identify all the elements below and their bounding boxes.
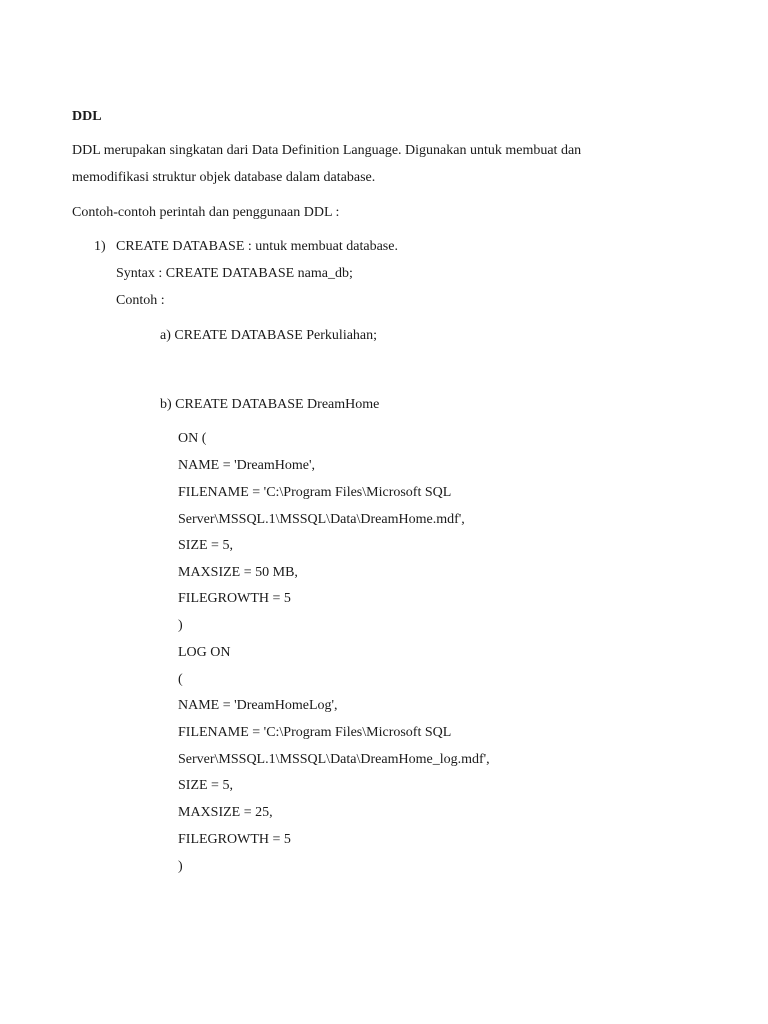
example-a: a) CREATE DATABASE Perkuliahan; xyxy=(160,328,378,343)
code-line: FILEGROWTH = 5 xyxy=(178,832,291,847)
section-heading: DDL xyxy=(72,109,102,124)
code-line: Server\MSSQL.1\MSSQL\Data\DreamHome_log.mdf', xyxy=(178,752,490,767)
example-b: b) CREATE DATABASE DreamHome xyxy=(160,397,380,412)
code-line: SIZE = 5, xyxy=(178,778,233,793)
intro-line-2: memodifikasi struktur objek database dalam database. xyxy=(72,170,376,185)
code-line: MAXSIZE = 25, xyxy=(178,805,273,820)
code-line: ) xyxy=(178,618,183,633)
examples-intro: Contoh-contoh perintah dan penggunaan DDL : xyxy=(72,205,340,220)
code-line: NAME = 'DreamHomeLog', xyxy=(178,698,338,713)
code-line: MAXSIZE = 50 MB, xyxy=(178,565,298,580)
code-line: ( xyxy=(178,672,183,687)
contoh-label: Contoh : xyxy=(116,293,165,308)
list-item-title: CREATE DATABASE : untuk membuat database. xyxy=(116,239,398,254)
code-line: LOG ON xyxy=(178,645,231,660)
code-line: FILENAME = 'C:\Program Files\Microsoft SQL xyxy=(178,485,452,500)
code-line: SIZE = 5, xyxy=(178,538,233,553)
code-line: ON ( xyxy=(178,431,207,446)
code-line: Server\MSSQL.1\MSSQL\Data\DreamHome.mdf', xyxy=(178,512,465,527)
list-number: 1) xyxy=(94,239,106,254)
code-line: FILENAME = 'C:\Program Files\Microsoft SQL xyxy=(178,725,452,740)
syntax-line: Syntax : CREATE DATABASE nama_db; xyxy=(116,266,353,281)
code-line: ) xyxy=(178,859,183,874)
code-line: NAME = 'DreamHome', xyxy=(178,458,315,473)
code-line: FILEGROWTH = 5 xyxy=(178,591,291,606)
intro-line-1: DDL merupakan singkatan dari Data Definition Language. Digunakan untuk membuat dan xyxy=(72,143,582,158)
